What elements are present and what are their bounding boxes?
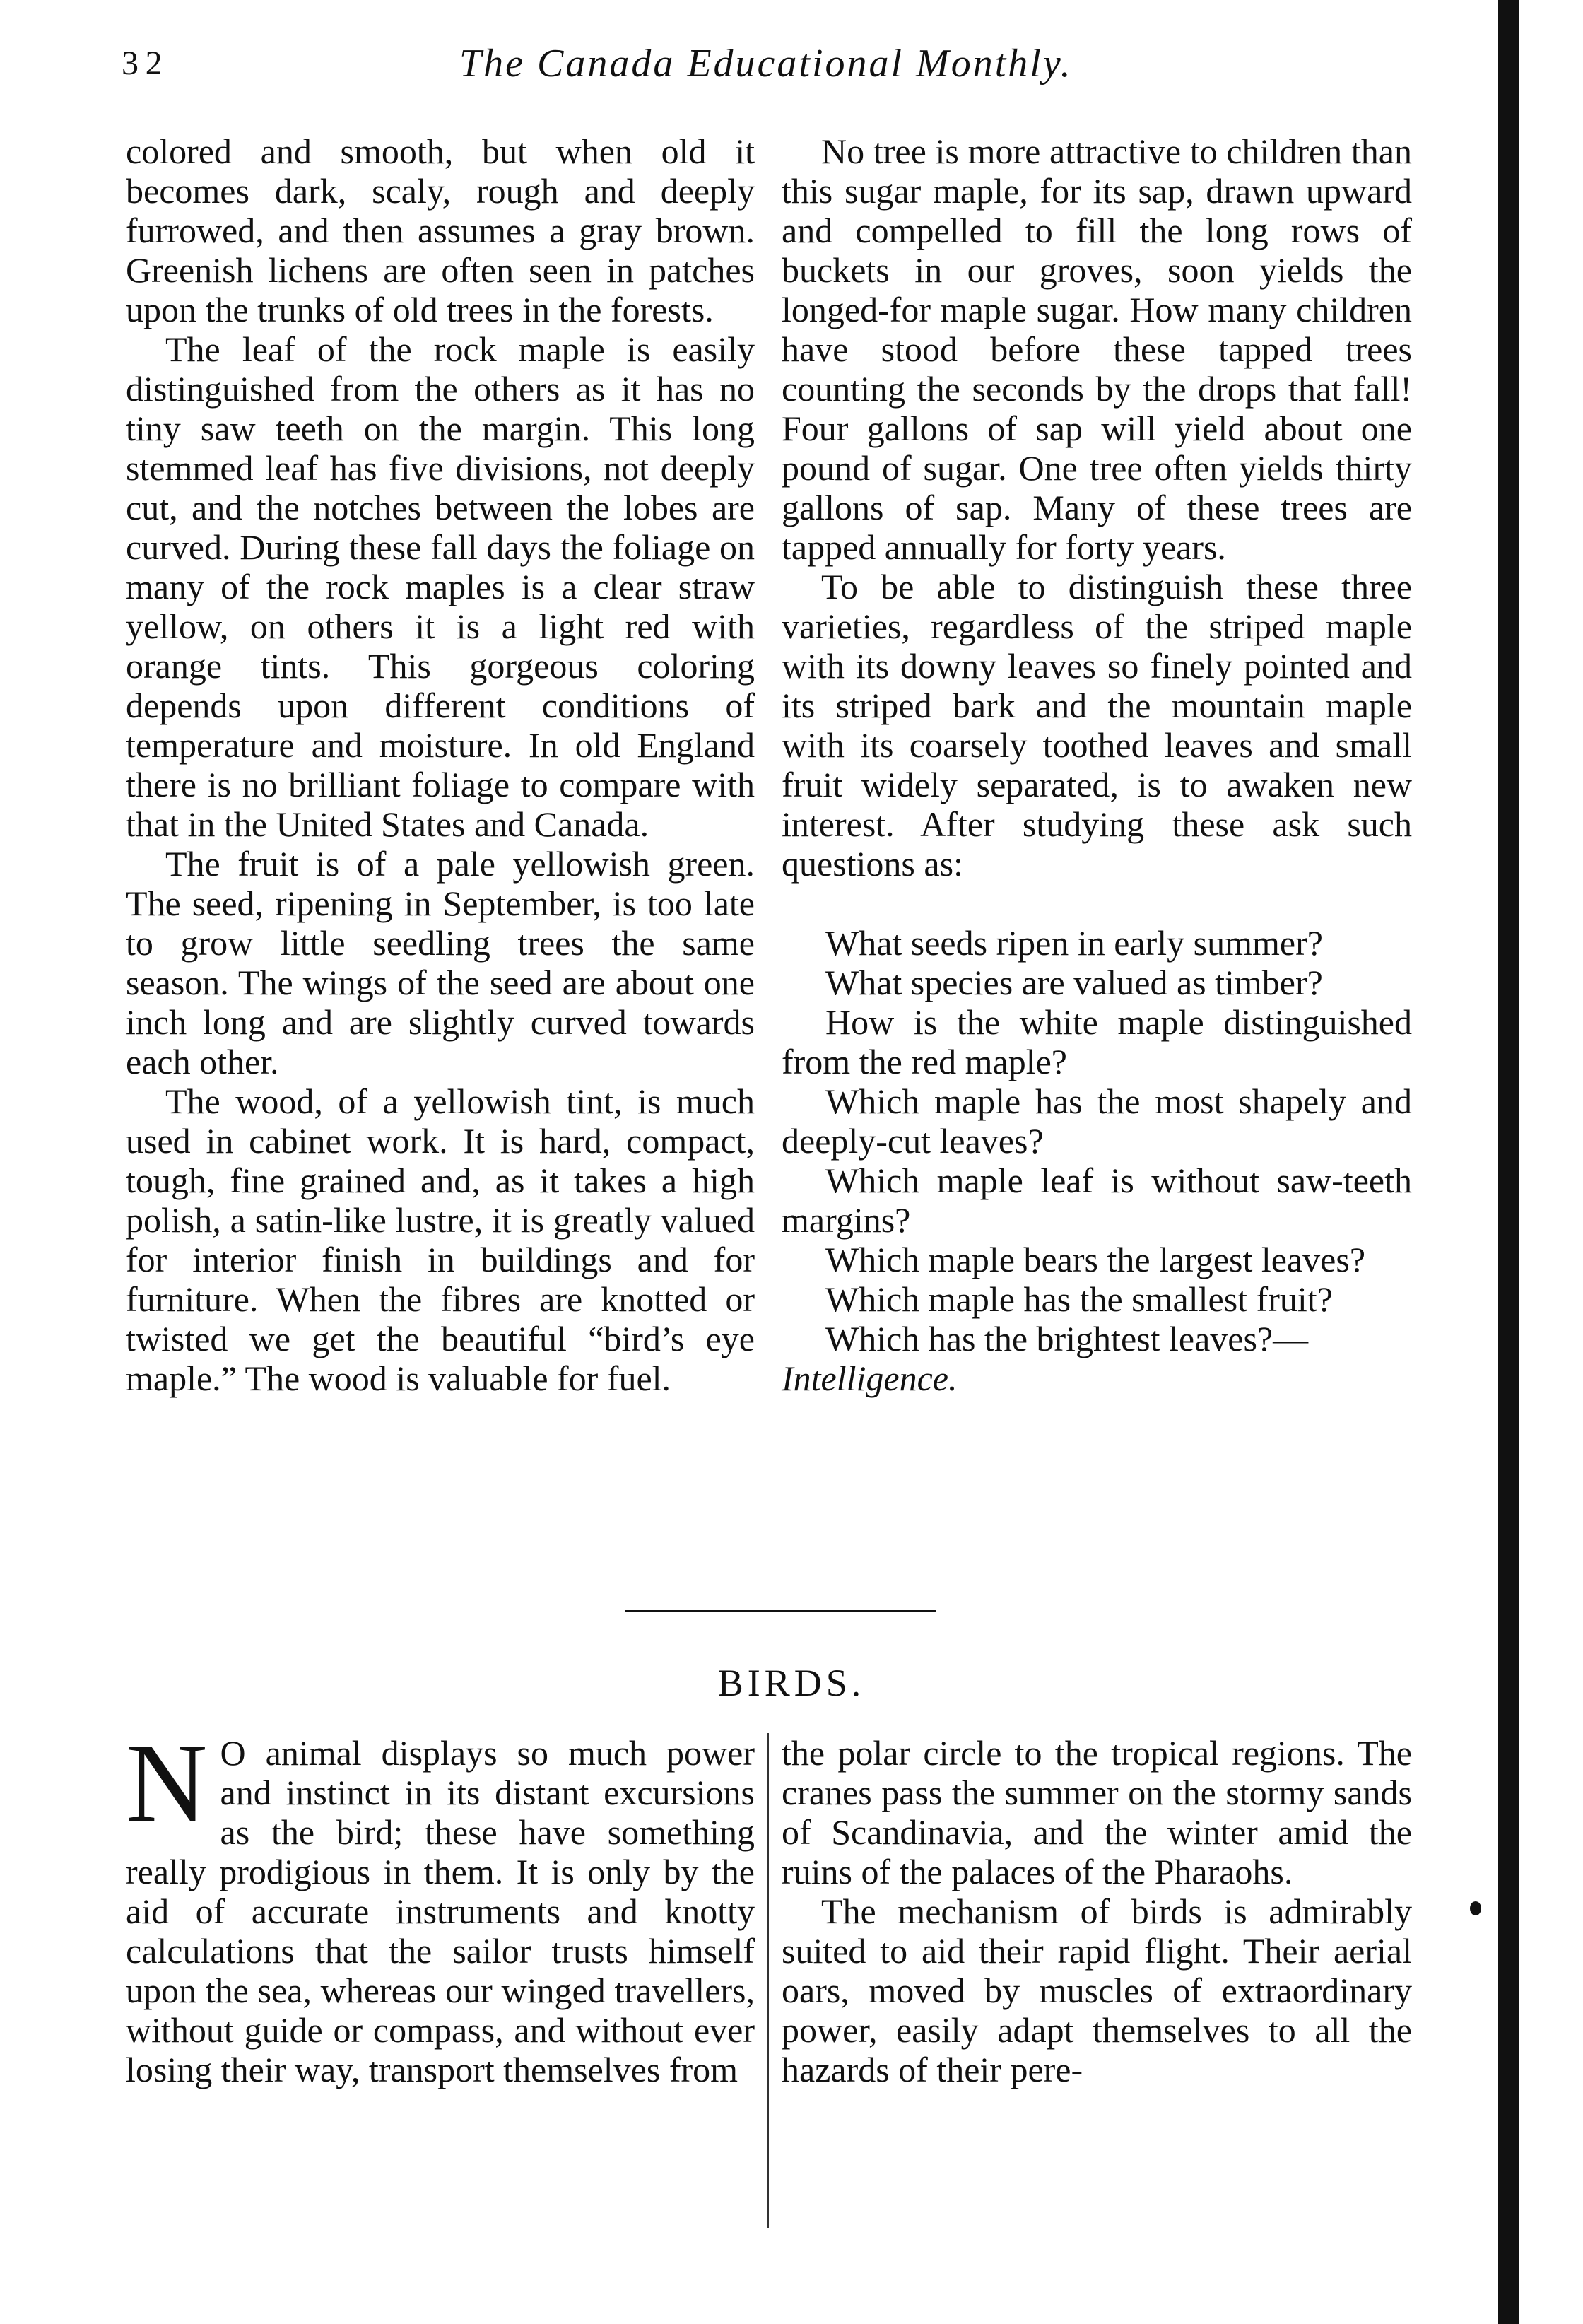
birds-column-right — [782, 1733, 1412, 2214]
scan-edge-bar — [1498, 0, 1519, 2324]
page-header — [0, 27, 1583, 86]
article-column-left — [126, 131, 755, 1573]
source-attribution: Intelligence. — [782, 1358, 958, 1398]
paragraph: To be able to distinguish these three varieties, regardless of the striped maple with its downy leaves so finely pointed and its striped bark and the mountain maple with its coarsely toothed leaves and small fruit widely separated, is to awaken new interest. After studying these ask such questions as: — [782, 567, 1412, 884]
section-title: BIRDS. — [717, 1662, 866, 1704]
paragraph: The leaf of the rock maple is easily distinguished from the others as it has no tiny saw teeth on the margin. This long stemmed leaf has five divisions, not deeply cut, and the notches between the lobes are curved. During these fall days the foliage on many of the rock maples is a clear straw yellow, on others it is a light red with orange tints. This gorgeous coloring depends upon different conditions of temperature and moisture. In old England there is no brilliant foliage to compare with that in the United States and Canada. — [126, 329, 755, 844]
section-divider — [625, 1610, 936, 1612]
paragraph: No tree is more attractive to children than this sugar maple, for its sap, drawn upward and compelled to fill the long rows of buckets in our groves, soon yields the longed-for maple sugar. How many children have stood before these tapped trees counting the seconds by the drops that fall! Four gallons of sap will yield about one pound of sugar. One tree often yields thirty gallons of sap. Many of these trees are tapped annually for forty years. — [782, 131, 1412, 567]
question-item: Which has the brightest leaves?— — [825, 1319, 1309, 1358]
paragraph: The wood, of a yellowish tint, is much used in cabinet work. It is hard, compact, tough, fine grained and, as it takes a high polish, a satin-like lustre, it is greatly valued for interior finish in buildings and for furniture. When the fibres are knotted or twisted we get the beautiful “bird’s eye maple.” The wood is valuable for fuel. — [126, 1081, 755, 1398]
paragraph-text: O animal displays so much power and instinct in its distant excursions as the bird; these have something really prodigious in them. It is only by the aid of accurate instruments and knotty calculations that the sailor trusts himself upon the sea, whereas our winged travellers, without guide or compass, and without ever losing their way, transport themselves from — [126, 1733, 755, 2089]
question-item: Which maple has the smallest fruit? — [825, 1279, 1333, 1319]
question-item: What species are valued as timber? — [825, 963, 1323, 1002]
question-gap — [782, 884, 1412, 923]
running-title: The Canada Educational Monthly. — [459, 42, 1073, 86]
paragraph: The fruit is of a pale yellowish green. The seed, ripening in September, is too late to grow little seedling trees the same season. The wings of the seed are about one inch long and are slightly curved towards each other. — [126, 844, 755, 1081]
column-divider — [767, 1733, 769, 2228]
page-number: 3 2 — [122, 45, 163, 82]
paragraph — [126, 1720, 755, 2089]
paragraph: colored and smooth, but when old it becomes dark, scaly, rough and deeply furrowed, and then assumes a gray brown. Greenish lichens are often seen in patches upon the trunks of old trees in the forests. — [126, 131, 755, 329]
question-list — [782, 923, 1412, 1358]
question-item: How is the white maple distinguished from the red maple? — [782, 1002, 1412, 1081]
question-item: Which maple has the most shapely and deeply-cut leaves? — [782, 1081, 1412, 1161]
question-item: Which maple bears the largest leaves? — [825, 1240, 1366, 1279]
paragraph: the polar circle to the tropical regions. The cranes pass the summer on the stormy sands of Scandinavia, and the winter amid the ruins of the palaces of the Pharaohs. — [782, 1733, 1412, 1891]
question-item: What seeds ripen in early summer? — [825, 923, 1323, 963]
ink-speck — [1470, 1901, 1481, 1915]
article-column-right — [782, 131, 1412, 1573]
birds-column-left — [126, 1720, 755, 2214]
paragraph: The mechanism of birds is admirably suited to aid their rapid flight. Their aerial oars, moved by muscles of extraordinary power, easily adapt themselves to all the hazards of their pere- — [782, 1891, 1412, 2089]
question-item: Which maple leaf is without saw-teeth margins? — [782, 1161, 1412, 1240]
drop-cap: N — [126, 1720, 208, 1845]
